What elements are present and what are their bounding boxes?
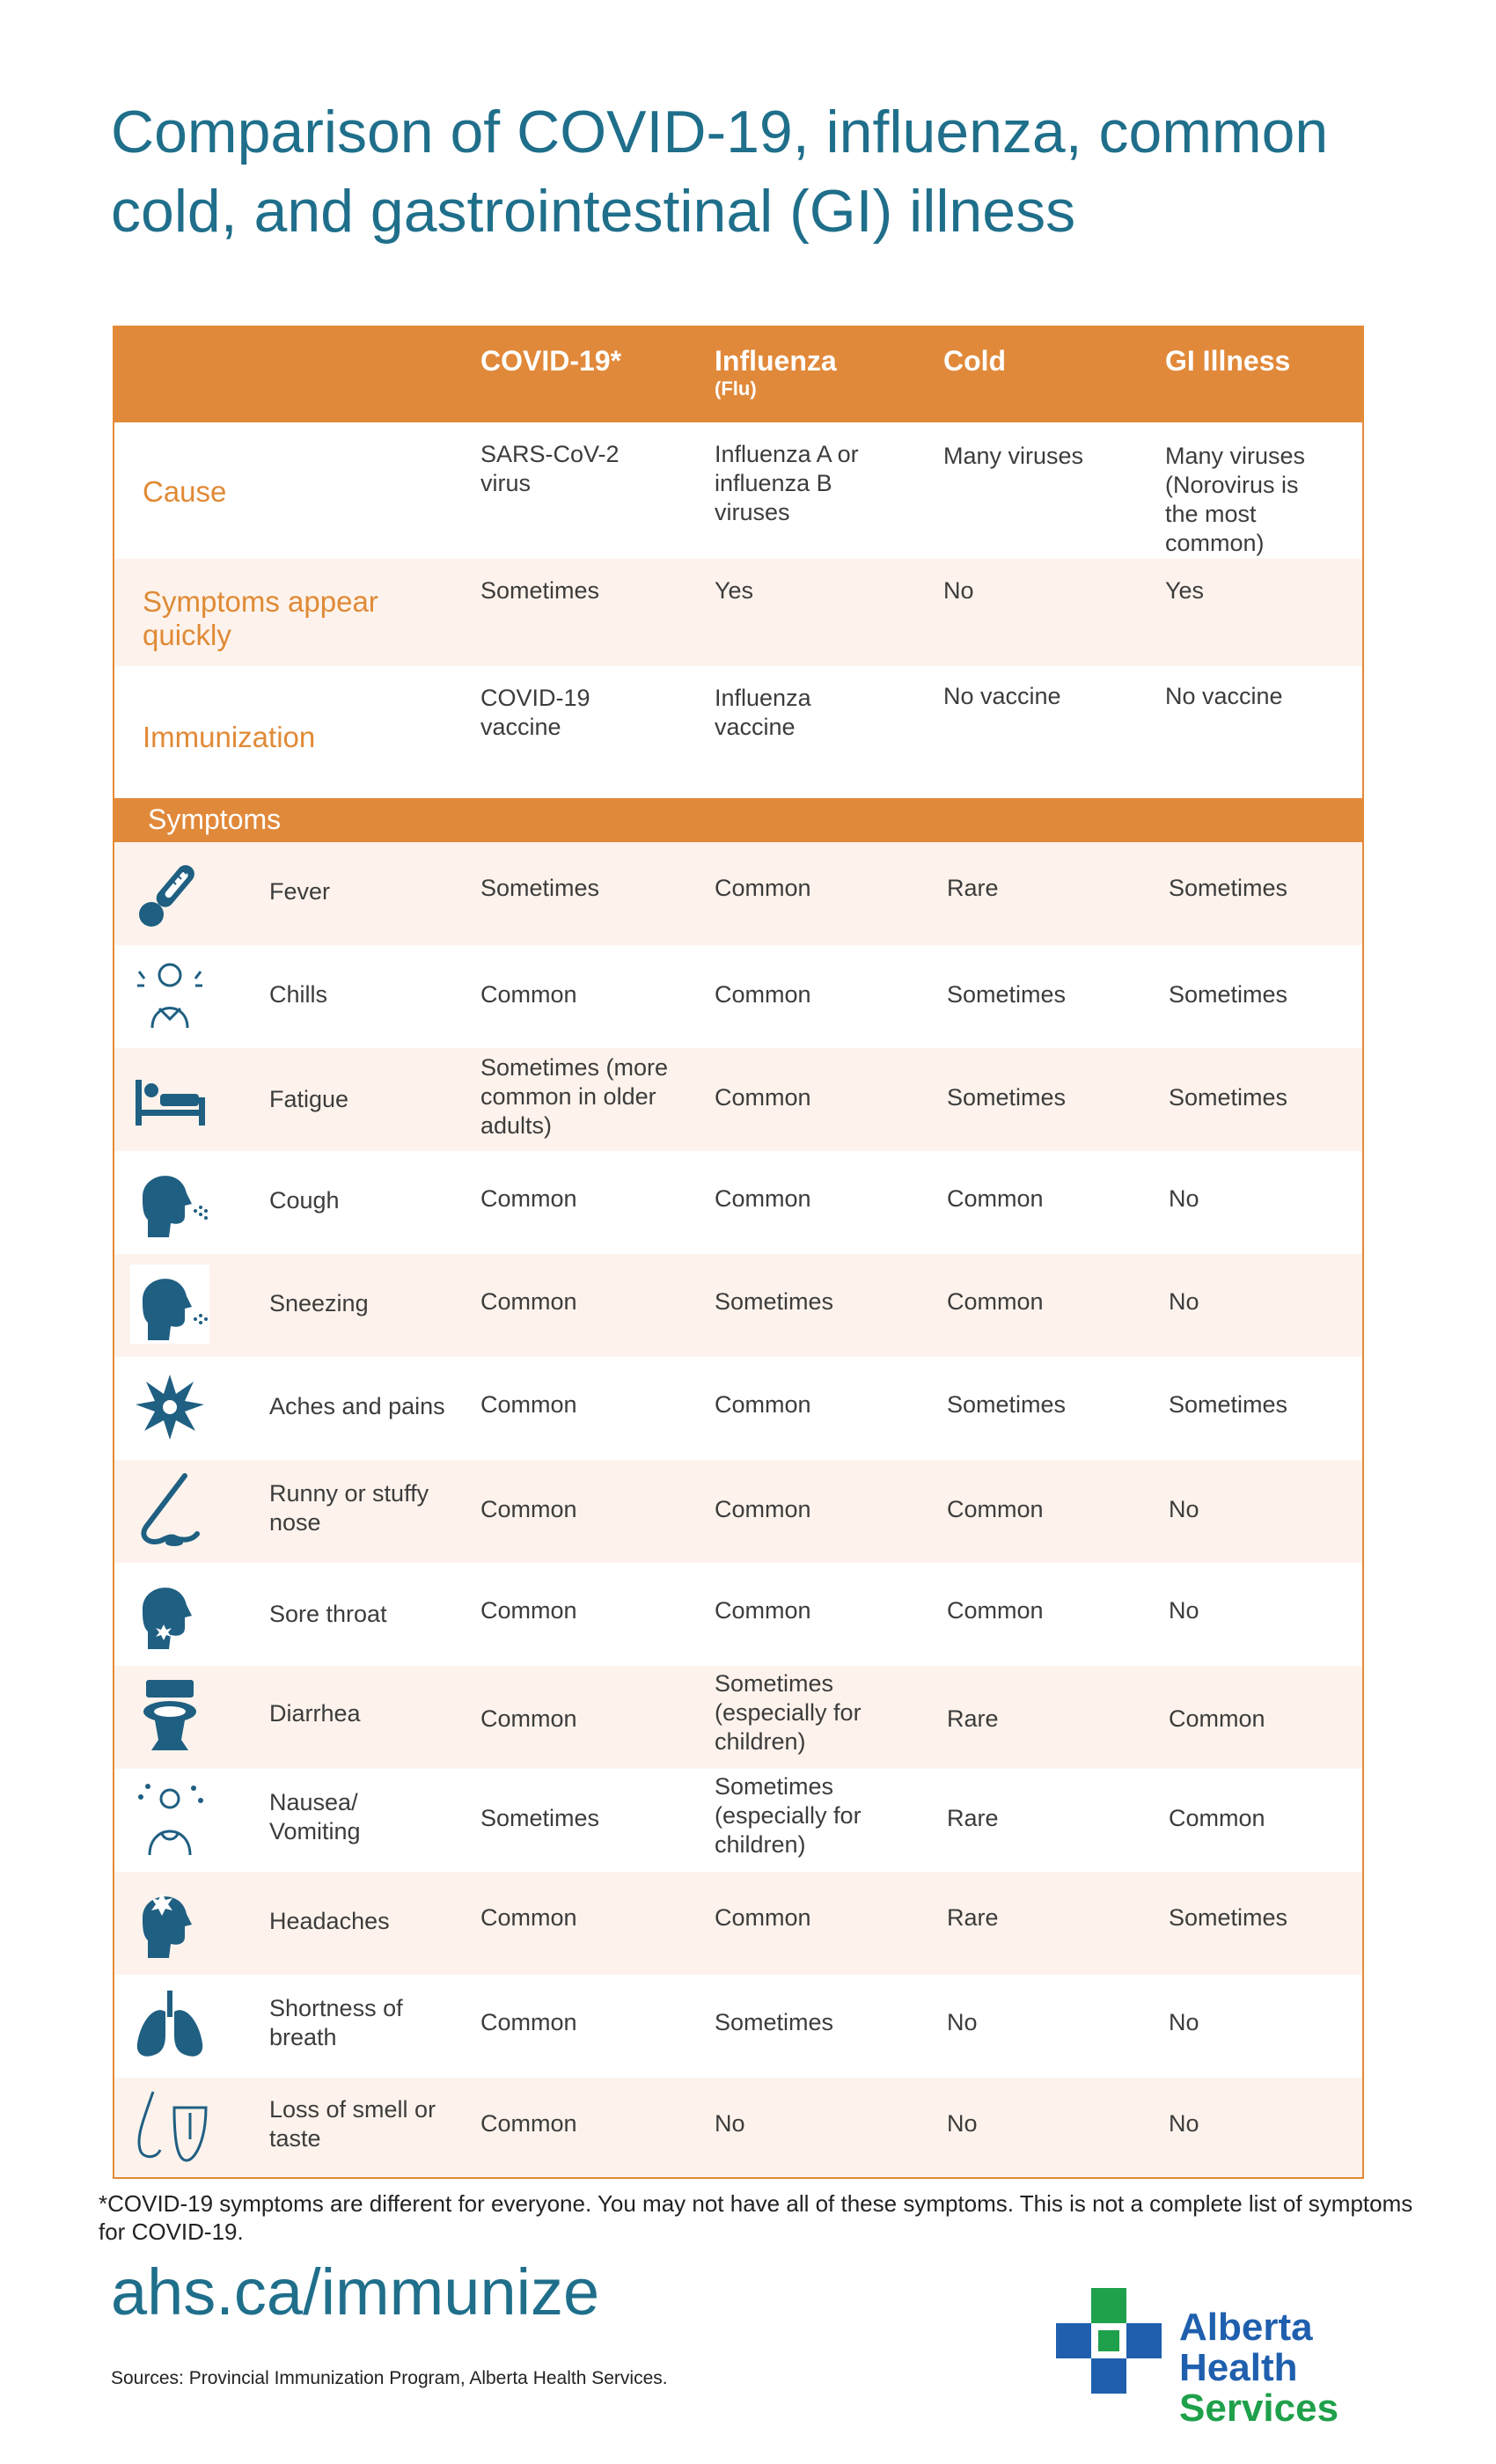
symptom-row-loss-of-smell-or-taste: [114, 2078, 1362, 2177]
sources-note: Sources: Provincial Immunization Program, Alberta Health Services.: [111, 2368, 668, 2388]
cell-influenza: Common: [715, 1904, 811, 1931]
logo-line-1: Alberta Health: [1179, 2306, 1313, 2389]
cell-gi: No: [1169, 1597, 1199, 1624]
row-symptoms-appear-quickly: [114, 559, 1362, 666]
cell-cold: No: [943, 577, 974, 604]
symptom-row-aches-and-pains: [114, 1357, 1362, 1460]
cell-gi: Sometimes: [1169, 1084, 1288, 1111]
header-cold: Cold: [943, 345, 1007, 377]
cell-gi: No: [1169, 1496, 1199, 1522]
ahs-cross-icon: [1056, 2288, 1162, 2394]
cell-gi: Sometimes: [1169, 1391, 1288, 1418]
nose-tongue-icon: [130, 2086, 209, 2166]
cell-cold: Rare: [947, 1705, 999, 1732]
symptom-name: Fatigue: [269, 1086, 349, 1112]
symptom-name: Headaches: [269, 1908, 390, 1934]
row-label: Cause: [143, 475, 227, 508]
cough-icon: [130, 1162, 209, 1241]
cell-gi: Many viruses (Norovirus is the most common): [1165, 443, 1306, 556]
row-label: Immunization: [143, 721, 316, 753]
header-influenza-sub: (Flu): [715, 378, 757, 400]
cell-influenza: Sometimes (especially for children): [715, 1773, 862, 1858]
cell-cold: Rare: [947, 1904, 999, 1931]
symptom-name: Sneezing: [269, 1290, 369, 1316]
chills-icon: [130, 956, 209, 1035]
cell-covid: Common: [480, 1185, 577, 1212]
symptom-row-cough: [114, 1151, 1362, 1254]
cell-cold: Sometimes: [947, 981, 1067, 1008]
symptom-row-sneezing: [114, 1254, 1362, 1357]
cell-influenza: Influenza A or influenza B viruses: [715, 441, 859, 525]
symptom-name: Runny or stuffy nose: [269, 1480, 429, 1536]
cell-covid: Common: [480, 2009, 577, 2035]
symptom-row-headaches: [114, 1872, 1362, 1975]
cell-cold: Common: [947, 1185, 1044, 1212]
cell-covid: Common: [480, 1391, 577, 1418]
symptom-name: Cough: [269, 1187, 340, 1214]
cell-cold: No: [947, 2110, 978, 2137]
row-cause: [114, 422, 1362, 559]
sore-throat-icon: [130, 1573, 209, 1653]
logo-line-2: Services: [1179, 2387, 1339, 2430]
comparison-table: [113, 326, 1364, 2179]
symptom-row-sore-throat: [114, 1563, 1362, 1666]
cell-influenza: No: [715, 2110, 745, 2137]
symptom-name: Shortness of breath: [269, 1995, 403, 2050]
cell-cold: Rare: [947, 1805, 999, 1831]
cell-covid: Sometimes (more common in older adults): [480, 1054, 669, 1139]
cell-influenza: Sometimes (especially for children): [715, 1670, 862, 1755]
nausea-icon: [130, 1779, 209, 1859]
sneeze-icon: [130, 1265, 209, 1344]
cell-gi: Common: [1169, 1705, 1265, 1732]
cell-gi: No: [1169, 1185, 1199, 1212]
symptom-name: Aches and pains: [269, 1393, 445, 1419]
cell-covid: COVID-19 vaccine: [480, 685, 590, 740]
thermometer-icon: [130, 854, 209, 934]
pain-burst-icon: [130, 1368, 209, 1447]
cell-covid: Sometimes: [480, 875, 600, 901]
ahs-logo: [1056, 2288, 1434, 2430]
cell-gi: No vaccine: [1165, 683, 1283, 709]
symptom-name: Fever: [269, 878, 331, 905]
header-influenza-label: Influenza: [715, 345, 837, 377]
symptoms-heading: Symptoms: [148, 803, 282, 835]
cell-influenza: Sometimes: [715, 1288, 834, 1315]
row-immunization: [114, 666, 1362, 798]
symptoms-heading-bar: [114, 798, 1362, 842]
cell-gi: Common: [1169, 1805, 1265, 1831]
cell-covid: Common: [480, 1904, 577, 1931]
cell-cold: Rare: [947, 875, 999, 901]
nose-icon: [130, 1470, 209, 1550]
cell-covid: Common: [480, 1288, 577, 1315]
cell-gi: Sometimes: [1169, 981, 1288, 1008]
cell-cold: Sometimes: [947, 1084, 1067, 1111]
cell-gi: Yes: [1165, 577, 1205, 604]
bed-icon: [130, 1059, 209, 1138]
cell-influenza: Common: [715, 1185, 811, 1212]
symptom-row-diarrhea: [114, 1666, 1362, 1769]
cell-covid: Sometimes: [480, 577, 600, 604]
website-link[interactable]: ahs.ca/immunize: [111, 2255, 600, 2328]
cell-covid: SARS-CoV-2 virus: [480, 441, 620, 496]
row-label: Symptoms appear quickly: [143, 585, 378, 651]
cell-covid: Sometimes: [480, 1805, 600, 1831]
cell-gi: No: [1169, 2110, 1199, 2137]
cell-covid: Common: [480, 2110, 577, 2137]
cell-cold: Many viruses: [943, 443, 1084, 469]
cell-cold: Common: [947, 1288, 1044, 1315]
cell-cold: Common: [947, 1496, 1044, 1522]
cell-influenza: Sometimes: [715, 2009, 834, 2035]
cell-influenza: Common: [715, 1597, 811, 1624]
cell-influenza: Influenza vaccine: [715, 685, 811, 740]
cell-gi: No: [1169, 1288, 1199, 1315]
cell-influenza: Common: [715, 1496, 811, 1522]
symptom-row-fatigue: [114, 1048, 1362, 1151]
footnote: *COVID-19 symptoms are different for everyone. You may not have all of these symptoms. This is not a complete list of symptoms for COVID-19.: [99, 2190, 1413, 2245]
cell-cold: No: [947, 2009, 978, 2035]
header-covid: COVID-19*: [480, 345, 622, 377]
cell-covid: Common: [480, 1705, 577, 1732]
cell-covid: Common: [480, 1597, 577, 1624]
symptom-name: Nausea/ Vomiting: [269, 1789, 361, 1844]
symptom-name: Sore throat: [269, 1601, 387, 1627]
header-gi: GI Illness: [1165, 345, 1291, 377]
cell-gi: Sometimes: [1169, 875, 1288, 901]
cell-gi: Sometimes: [1169, 1904, 1288, 1931]
symptom-name: Diarrhea: [269, 1700, 361, 1727]
cell-covid: Common: [480, 1496, 577, 1522]
cell-influenza: Yes: [715, 577, 754, 604]
symptom-name: Chills: [269, 981, 328, 1008]
cell-influenza: Common: [715, 1084, 811, 1111]
header-influenza: [715, 345, 837, 401]
logo-wordmark: [1179, 2307, 1434, 2429]
symptom-row-fever: [114, 842, 1362, 945]
symptom-row-runny-nose: [114, 1460, 1362, 1563]
cell-influenza: Common: [715, 1391, 811, 1418]
cell-cold: Common: [947, 1597, 1044, 1624]
symptom-row-shortness-of-breath: [114, 1975, 1362, 2078]
cell-gi: No: [1169, 2009, 1199, 2035]
cell-cold: No vaccine: [943, 683, 1061, 709]
toilet-icon: [130, 1676, 209, 1756]
cell-influenza: Common: [715, 875, 811, 901]
headache-icon: [130, 1882, 209, 1962]
cell-covid: Common: [480, 981, 577, 1008]
symptom-name: Loss of smell or taste: [269, 2096, 436, 2152]
cell-influenza: Common: [715, 981, 811, 1008]
cell-cold: Sometimes: [947, 1391, 1067, 1418]
lungs-icon: [130, 1985, 209, 2064]
symptom-row-chills: [114, 945, 1362, 1048]
table-header: [114, 327, 1362, 422]
page-title: Comparison of COVID-19, influenza, common cold, and gastrointestinal (GI) illness: [111, 99, 1329, 245]
symptom-row-nausea-vomiting: [114, 1769, 1362, 1872]
